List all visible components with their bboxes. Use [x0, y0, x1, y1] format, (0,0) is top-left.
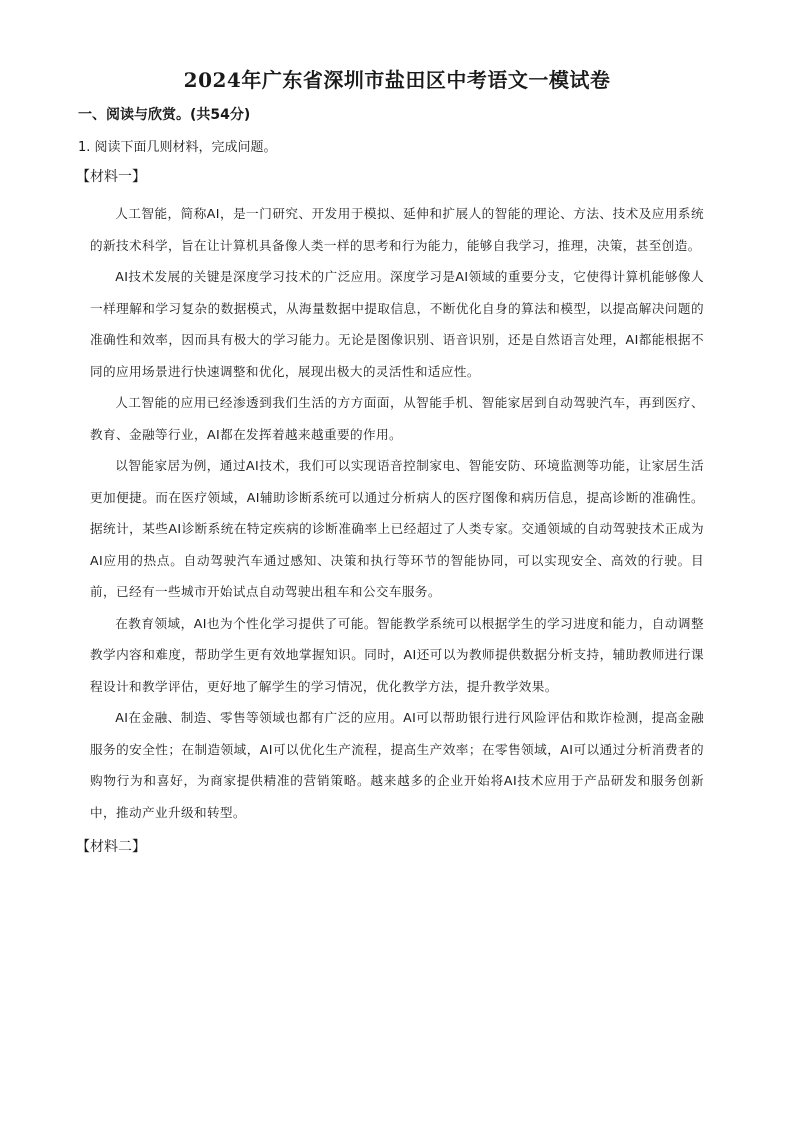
page-title: 2024年广东省深圳市盐田区中考语文一模试卷 — [183, 68, 611, 92]
paragraph: 人工智能的应用已经渗透到我们生活的方方面面，从智能手机、智能家居到自动驾驶汽车，再到医疗、教育、金融等行业，AI都在发挥着越来越重要的作用。 — [90, 395, 704, 442]
paragraph: 以智能家居为例，通过AI技术，我们可以实现语音控制家电、智能安防、环境监测等功能，让家居生活更加便捷。而在医疗领域，AI辅助诊断系统可以通过分析病人的医疗图像和病历信息，提高诊断的准确性。据统计，某些AI诊断系统在特定疾病的诊断准确率上已经超过了人类专家。交通领域的自动驾驶技术正成为AI应用的热点。自动驾驶汽车通过感知、决策和执行等环节的智能协同，可以实现安全、高效的行驶。目前，已经有一些城市开始试点自动驾驶出租车和公交车服务。 — [90, 458, 704, 599]
question-prompt: 1. 阅读下面几则材料，完成问题。 — [78, 140, 277, 155]
paragraph: AI技术发展的关键是深度学习技术的广泛应用。深度学习是AI领域的重要分支，它使得计算机能够像人一样理解和学习复杂的数据模式，从海量数据中提取信息，不断优化自身的算法和模型，以提高解决问题的准确性和效率，因而具有极大的学习能力。无论是图像识别、语音识别，还是自然语言处理，AI都能根据不同的应用场景进行快速调整和优化，展现出极大的灵活性和适应性。 — [90, 269, 704, 379]
paragraph: 在教育领域，AI也为个性化学习提供了可能。智能教学系统可以根据学生的学习进度和能力，自动调整教学内容和难度，帮助学生更有效地掌握知识。同时，AI还可以为教师提供数据分析支持，辅助教师进行课程设计和教学评估，更好地了解学生的学习情况，优化教学方法，提升教学效果。 — [90, 615, 704, 694]
material-one-label: 【材料一】 — [76, 169, 146, 185]
paragraph: 人工智能，简称AI，是一门研究、开发用于模拟、延伸和扩展人的智能的理论、方法、技术及应用系统的新技术科学，旨在让计算机具备像人类一样的思考和行为能力，能够自我学习，推理，决策，甚至创造。 — [90, 206, 704, 253]
paragraph: AI在金融、制造、零售等领域也都有广泛的应用。AI可以帮助银行进行风险评估和欺诈检测，提高金融服务的安全性；在制造领域，AI可以优化生产流程，提高生产效率；在零售领域，AI可以通过分析消费者的购物行为和喜好，为商家提供精准的营销策略。越来越多的企业开始将AI技术应用于产品研发和服务创新中，推动产业升级和转型。 — [90, 710, 704, 820]
material-two-label: 【材料二】 — [76, 839, 146, 855]
section-heading: 一、阅读与欣赏。(共54分) — [78, 107, 251, 123]
